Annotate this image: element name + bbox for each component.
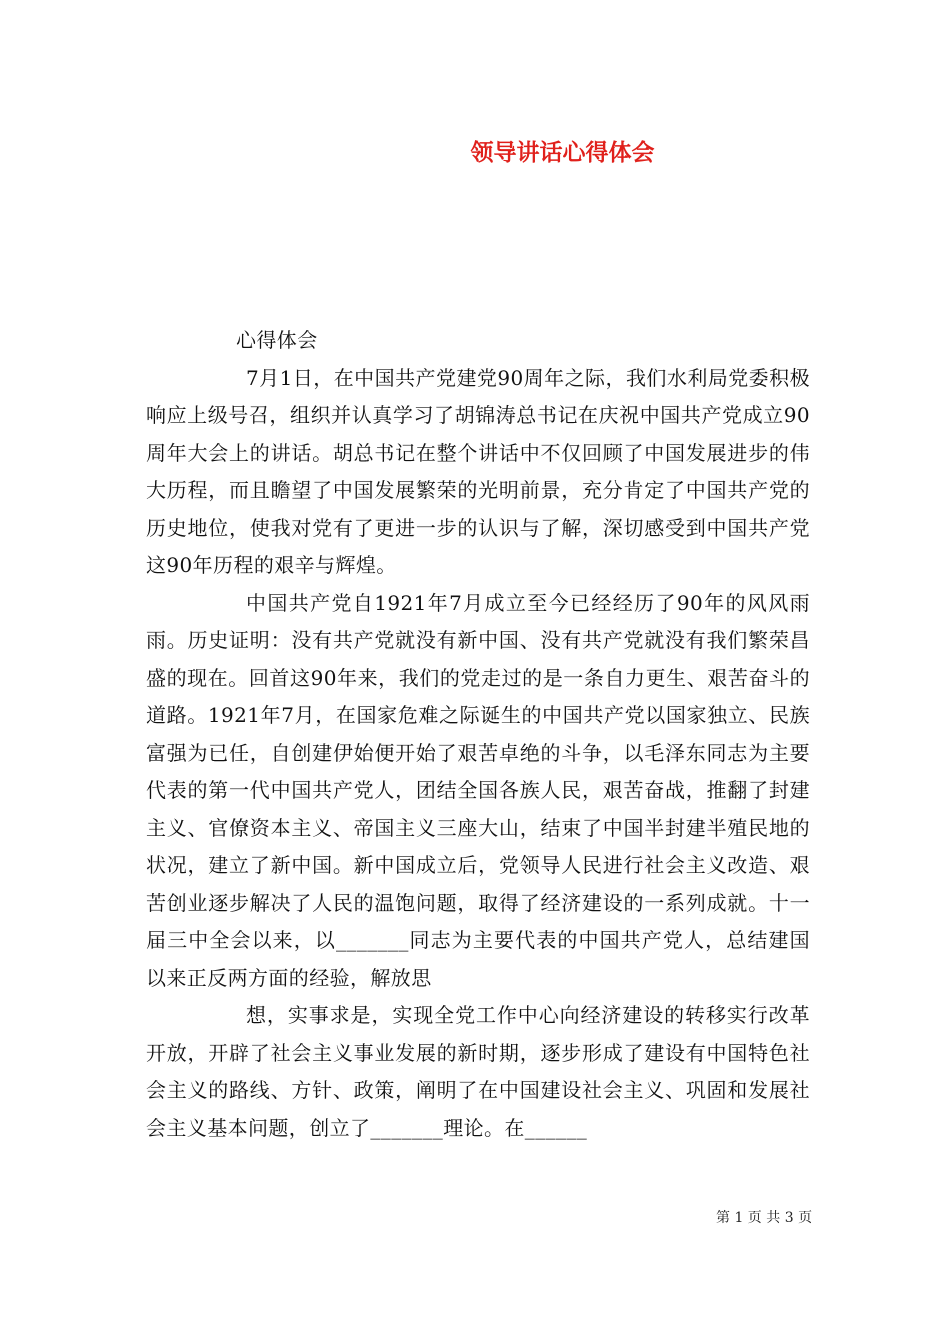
document-title: 领导讲话心得体会 [470,140,655,166]
section-heading: 心得体会 [236,328,318,352]
paragraph-1: 7月1日，在中国共产党建党90周年之际，我们水利局党委积极响应上级号召，组织并认真学习了胡锦涛总书记在庆祝中国共产党成立90周年大会上的讲话。胡总书记在整个讲话中不仅回顾了中国发展进步的伟大历程，而且瞻望了中国发展繁荣的光明前景，充分肯定了中国共产党的历史地位，使我对党有了更进一步的认识与了解，深切感受到中国共产党这90年历程的艰辛与辉煌。 [146,365,810,577]
paragraph-2: 中国共产党自1921年7月成立至今已经经历了90年的风风雨雨。历史证明：没有共产党就没有新中国、没有共产党就没有我们繁荣昌盛的现在。回首这90年来，我们的党走过的是一条自力更生、艰苦奋斗的道路。1921年7月，在国家危难之际诞生的中国共产党以国家独立、民族富强为已任，自创建伊始便开始了艰苦卓绝的斗争，以毛泽东同志为主要代表的第一代中国共产党人，团结全国各族人民，艰苦奋战，推翻了封建主义、官僚资本主义、帝国主义三座大山，结束了中国半封建半殖民地的状况，建立了新中国。新中国成立后，党领导人民进行社会主义改造、艰苦创业逐步解决了人民的温饱问题，取得了经济建设的一系列成就。十一届三中全会以来，以_______同志为主要代表的中国共产党人，总结建国以来正反两方面的经验，解放思 [146,590,810,990]
document-body [146,322,810,1147]
paragraph-3: 想，实事求是，实现全党工作中心向经济建设的转移实行改革开放，开辟了社会主义事业发展的新时期，逐步形成了建设有中国特色社会主义的路线、方针、政策，阐明了在中国建设社会主义、巩固和发展社会主义基本问题，创立了_______理论。在______ [146,1003,810,1140]
page-number-footer: 第 1 页 共 3 页 [716,1210,813,1226]
